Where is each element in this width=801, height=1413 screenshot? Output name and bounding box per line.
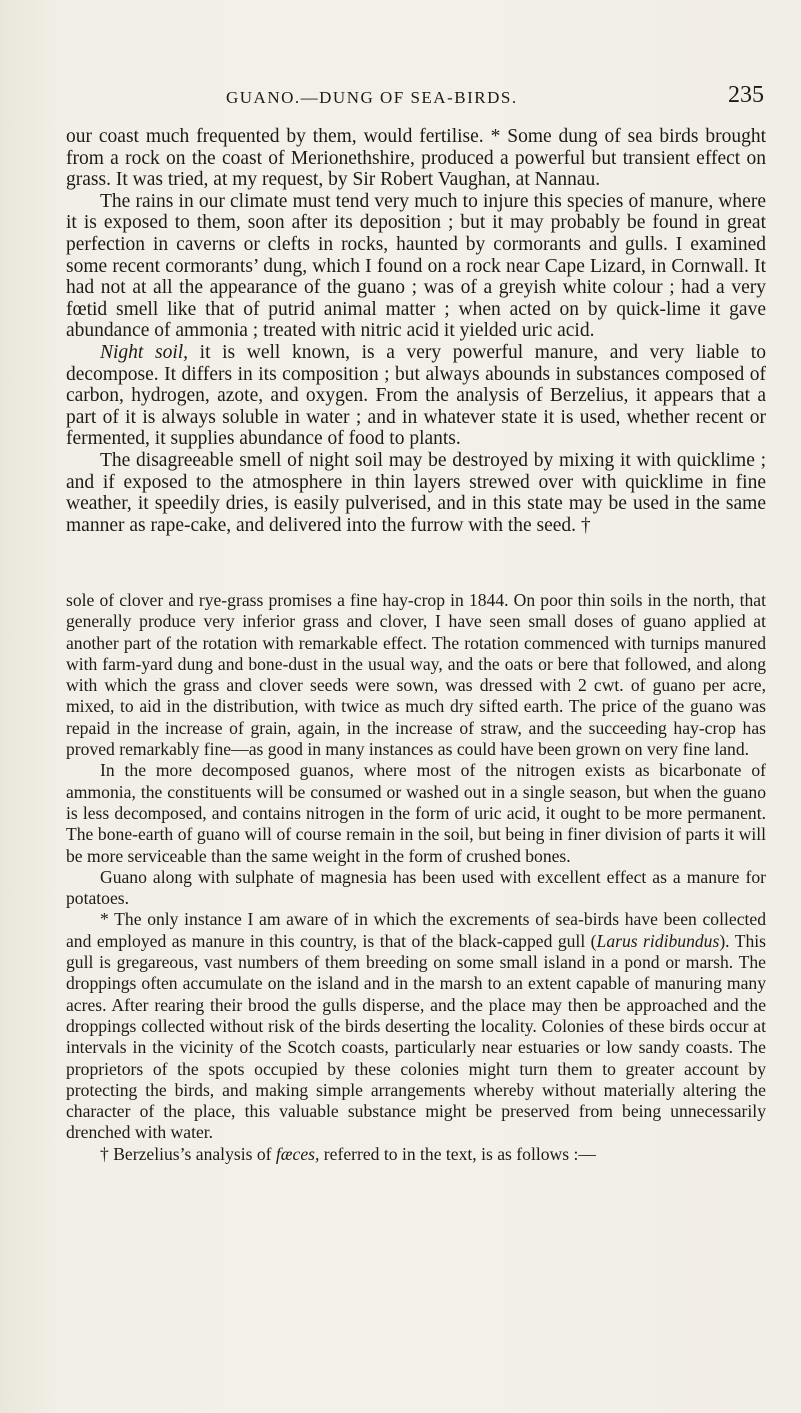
footnote-dagger: [66, 1144, 766, 1165]
footnotes: [66, 590, 766, 1165]
note-decomposed-guanos: In the more decomposed guanos, where most of the nitrogen exists as bicarbonate of ammonia, the constituents will be consumed or washed out in a single season, but when the guano is less decomposed, and contains nitrogen in the form of uric acid, it ought to be more permanent. The bone-earth of guano will of course remain in the soil, but being in finer division of parts it will be more serviceable than the same weight in the form of crushed bones.: [66, 760, 766, 866]
paragraph-3: [66, 342, 766, 450]
faeces-term: fæces,: [275, 1143, 320, 1164]
page-header: [138, 82, 764, 112]
note-magnesia: Guano along with sulphate of magnesia has been used with excellent effect as a manure for potatoes.: [66, 866, 766, 909]
running-head: GUANO.—DUNG OF SEA-BIRDS.: [226, 88, 518, 107]
footnote-asterisk: [66, 909, 766, 1143]
paragraph-2: The rains in our climate must tend very much to injure this species of manure, where it is exposed to them, soon after its deposition ; but it may probably be found in great perfection in caverns or clefts in rocks, haunted by cormorants and gulls. I examined some recent cormorants’ dung, which I found on a rock near Cape Lizard, in Cornwall. It had not at all the appearance of the guano ; was of a greyish white colour ; had a very fœtid smell like that of putrid animal matter ; when acted on by quick-lime it gave abundance of ammonia ; treated with nitric acid it yielded uric acid.: [66, 190, 766, 342]
main-text: [66, 126, 766, 536]
footnote-asterisk-text-a: * The only instance I am aware of in which the excrements of sea-birds have been collected and employed as manure in this country, is that of the black-capped gull (: [66, 909, 766, 951]
paragraph-4: The disagreeable smell of night soil may be destroyed by mixing it with quicklime ; and if exposed to the atmosphere in thin layers strewed over with quicklime in fine weather, it speedily dries, is easily pulverised, and in this state may be used in the same manner as rape-cake, and delivered into the furrow with the seed. †: [66, 449, 766, 536]
night-soil-term: Night soil,: [100, 341, 189, 363]
footnote-dagger-text-a: † Berzelius’s analysis of: [100, 1143, 276, 1164]
note-continuation: sole of clover and rye-grass promises a fine hay-crop in 1844. On poor thin soils in the north, that generally produce very inferior grass and clover, I have seen small doses of guano applied at another part of the rotation with remarkable effect. The rotation commenced with turnips manured with farm-yard dung and bone-dust in the usual way, and the oats or bere that followed, and along with which the grass and clover seeds were sown, was dressed with 2 cwt. of guano per acre, mixed, to aid in the distribution, with twice as much dry sifted earth. The price of the guano was repaid in the increase of grain, again, in the increase of straw, and the succeeding hay-crop has proved remarkably fine—as good in many instances as could have been grown on very fine land.: [66, 590, 766, 760]
footnote-dagger-text-b: referred to in the text, is as follows :—: [319, 1143, 596, 1164]
species-name: Larus ridibundus: [596, 930, 720, 951]
page-number: 235: [728, 82, 764, 108]
footnote-asterisk-text-b: ). This gull is gregareous, vast numbers of them breeding on some small island in a pond or marsh. The droppings often accumulate on the island and in the marsh to an extent capable of manuring many acres. After rearing their brood the gulls disperse, and the place may then be approached and the droppings collected without risk of the birds deserting the locality. Colonies of these birds occur at intervals in the vicinity of the Scotch coasts, particularly near estuaries or low sandy coasts. The proprietors of the spots occupied by these colonies might turn them to greater account by protecting the birds, and making simple arrangements whereby without materially altering the character of the place, this valuable substance might be preserved from being unnecessarily drenched with water.: [66, 930, 766, 1143]
paragraph-1: our coast much frequented by them, would fertilise. * Some dung of sea birds brought from a rock on the coast of Merionethshire, produced a powerful but transient effect on grass. It was tried, at my request, by Sir Robert Vaughan, at Nannau.: [66, 126, 766, 191]
paragraph-3-text: it is well known, is a very powerful manure, and very liable to decompose. It differs in its composition ; but always abounds in substances composed of carbon, hydrogen, azote, and oxygen. From the analysis of Berzelius, it appears that a part of it is always soluble in water ; and in whatever state it is used, whether recent or fermented, it supplies abundance of food to plants.: [66, 341, 766, 450]
